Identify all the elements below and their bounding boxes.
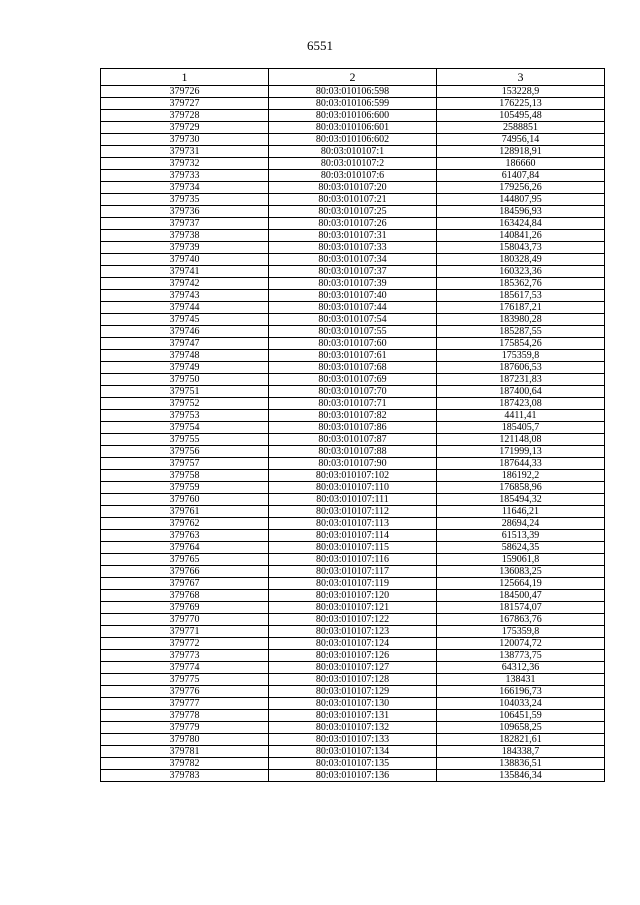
table-row [101, 470, 605, 482]
table-row [101, 614, 605, 626]
table-row [101, 230, 605, 242]
table-row [101, 446, 605, 458]
cadastral-number-cell: 80:03:010107:136 [269, 770, 437, 782]
cadastral-number-cell: 80:03:010107:31 [269, 230, 437, 242]
value-cell: 2588851 [437, 122, 605, 134]
row-number-cell: 379774 [101, 662, 269, 674]
table-row [101, 302, 605, 314]
row-number-cell: 379754 [101, 422, 269, 434]
table-row [101, 146, 605, 158]
value-cell: 28694,24 [437, 518, 605, 530]
row-number-cell: 379778 [101, 710, 269, 722]
cadastral-number-cell: 80:03:010107:116 [269, 554, 437, 566]
table-row [101, 362, 605, 374]
table-row [101, 350, 605, 362]
row-number-cell: 379733 [101, 170, 269, 182]
cadastral-number-cell: 80:03:010106:600 [269, 110, 437, 122]
row-number-cell: 379756 [101, 446, 269, 458]
row-number-cell: 379770 [101, 614, 269, 626]
row-number-cell: 379744 [101, 302, 269, 314]
value-cell: 136083,25 [437, 566, 605, 578]
row-number-cell: 379782 [101, 758, 269, 770]
row-number-cell: 379752 [101, 398, 269, 410]
cadastral-number-cell: 80:03:010107:40 [269, 290, 437, 302]
row-number-cell: 379750 [101, 374, 269, 386]
row-number-cell: 379780 [101, 734, 269, 746]
row-number-cell: 379760 [101, 494, 269, 506]
cadastral-number-cell: 80:03:010107:44 [269, 302, 437, 314]
cadastral-number-cell: 80:03:010107:128 [269, 674, 437, 686]
cadastral-number-cell: 80:03:010107:37 [269, 266, 437, 278]
value-cell: 175854,26 [437, 338, 605, 350]
cadastral-number-cell: 80:03:010107:117 [269, 566, 437, 578]
table-row [101, 422, 605, 434]
table-row [101, 770, 605, 782]
cadastral-number-cell: 80:03:010107:86 [269, 422, 437, 434]
value-cell: 120074,72 [437, 638, 605, 650]
row-number-cell: 379736 [101, 206, 269, 218]
value-cell: 135846,34 [437, 770, 605, 782]
value-cell: 140841,26 [437, 230, 605, 242]
table-row [101, 218, 605, 230]
table-row [101, 590, 605, 602]
table-row [101, 710, 605, 722]
cadastral-number-cell: 80:03:010107:21 [269, 194, 437, 206]
row-number-cell: 379773 [101, 650, 269, 662]
value-cell: 182821,61 [437, 734, 605, 746]
cadastral-number-cell: 80:03:010107:129 [269, 686, 437, 698]
table-row [101, 410, 605, 422]
row-number-cell: 379751 [101, 386, 269, 398]
cadastral-number-cell: 80:03:010107:2 [269, 158, 437, 170]
value-cell: 167863,76 [437, 614, 605, 626]
row-number-cell: 379742 [101, 278, 269, 290]
row-number-cell: 379738 [101, 230, 269, 242]
value-cell: 11646,21 [437, 506, 605, 518]
value-cell: 58624,35 [437, 542, 605, 554]
row-number-cell: 379734 [101, 182, 269, 194]
table-row [101, 734, 605, 746]
table-row [101, 542, 605, 554]
cadastral-number-cell: 80:03:010107:1 [269, 146, 437, 158]
row-number-cell: 379757 [101, 458, 269, 470]
table-body [101, 86, 605, 782]
column-header-3: 3 [437, 69, 605, 86]
cadastral-number-cell: 80:03:010107:112 [269, 506, 437, 518]
cadastral-number-cell: 80:03:010107:33 [269, 242, 437, 254]
value-cell: 184500,47 [437, 590, 605, 602]
table-row [101, 122, 605, 134]
value-cell: 138431 [437, 674, 605, 686]
cadastral-number-cell: 80:03:010107:135 [269, 758, 437, 770]
row-number-cell: 379767 [101, 578, 269, 590]
cadastral-number-cell: 80:03:010107:55 [269, 326, 437, 338]
value-cell: 4411,41 [437, 410, 605, 422]
cadastral-number-cell: 80:03:010107:68 [269, 362, 437, 374]
column-header-1: 1 [101, 69, 269, 86]
row-number-cell: 379730 [101, 134, 269, 146]
cadastral-number-cell: 80:03:010107:127 [269, 662, 437, 674]
table-row [101, 686, 605, 698]
cadastral-number-cell: 80:03:010107:82 [269, 410, 437, 422]
cadastral-number-cell: 80:03:010107:122 [269, 614, 437, 626]
cadastral-number-cell: 80:03:010106:601 [269, 122, 437, 134]
table-row [101, 86, 605, 98]
table-row [101, 578, 605, 590]
cadastral-number-cell: 80:03:010107:110 [269, 482, 437, 494]
value-cell: 184338,7 [437, 746, 605, 758]
cadastral-number-cell: 80:03:010107:54 [269, 314, 437, 326]
table-row [101, 458, 605, 470]
table-row [101, 698, 605, 710]
value-cell: 160323,36 [437, 266, 605, 278]
cadastral-number-cell: 80:03:010107:60 [269, 338, 437, 350]
cadastral-number-cell: 80:03:010107:133 [269, 734, 437, 746]
value-cell: 106451,59 [437, 710, 605, 722]
cadastral-number-cell: 80:03:010107:134 [269, 746, 437, 758]
table-row [101, 242, 605, 254]
row-number-cell: 379766 [101, 566, 269, 578]
cadastral-number-cell: 80:03:010107:6 [269, 170, 437, 182]
table-row [101, 758, 605, 770]
row-number-cell: 379737 [101, 218, 269, 230]
table-row [101, 602, 605, 614]
row-number-cell: 379772 [101, 638, 269, 650]
value-cell: 185287,55 [437, 326, 605, 338]
value-cell: 109658,25 [437, 722, 605, 734]
row-number-cell: 379745 [101, 314, 269, 326]
row-number-cell: 379739 [101, 242, 269, 254]
table-row [101, 434, 605, 446]
table-row [101, 110, 605, 122]
row-number-cell: 379771 [101, 626, 269, 638]
value-cell: 61407,84 [437, 170, 605, 182]
row-number-cell: 379735 [101, 194, 269, 206]
table-row [101, 566, 605, 578]
cadastral-number-cell: 80:03:010107:120 [269, 590, 437, 602]
table-row [101, 98, 605, 110]
cadastral-number-cell: 80:03:010107:70 [269, 386, 437, 398]
table-header [101, 69, 605, 86]
row-number-cell: 379732 [101, 158, 269, 170]
row-number-cell: 379762 [101, 518, 269, 530]
table-row [101, 638, 605, 650]
row-number-cell: 379779 [101, 722, 269, 734]
table-row [101, 158, 605, 170]
value-cell: 185405,7 [437, 422, 605, 434]
table-row [101, 326, 605, 338]
table-row [101, 674, 605, 686]
row-number-cell: 379775 [101, 674, 269, 686]
cadastral-number-cell: 80:03:010107:115 [269, 542, 437, 554]
value-cell: 74956,14 [437, 134, 605, 146]
cadastral-number-cell: 80:03:010107:132 [269, 722, 437, 734]
value-cell: 187644,33 [437, 458, 605, 470]
value-cell: 176225,13 [437, 98, 605, 110]
value-cell: 181574,07 [437, 602, 605, 614]
value-cell: 128918,91 [437, 146, 605, 158]
table-row [101, 554, 605, 566]
row-number-cell: 379763 [101, 530, 269, 542]
value-cell: 144807,95 [437, 194, 605, 206]
row-number-cell: 379743 [101, 290, 269, 302]
value-cell: 166196,73 [437, 686, 605, 698]
value-cell: 185494,32 [437, 494, 605, 506]
table-row [101, 626, 605, 638]
cadastral-number-cell: 80:03:010107:124 [269, 638, 437, 650]
row-number-cell: 379783 [101, 770, 269, 782]
cadastral-number-cell: 80:03:010107:126 [269, 650, 437, 662]
row-number-cell: 379727 [101, 98, 269, 110]
table-row [101, 662, 605, 674]
cadastral-number-cell: 80:03:010107:34 [269, 254, 437, 266]
row-number-cell: 379768 [101, 590, 269, 602]
value-cell: 186192,2 [437, 470, 605, 482]
table-row [101, 194, 605, 206]
column-header-2: 2 [269, 69, 437, 86]
row-number-cell: 379740 [101, 254, 269, 266]
row-number-cell: 379729 [101, 122, 269, 134]
value-cell: 175359,8 [437, 350, 605, 362]
row-number-cell: 379776 [101, 686, 269, 698]
table-row [101, 278, 605, 290]
cadastral-number-cell: 80:03:010107:25 [269, 206, 437, 218]
row-number-cell: 379781 [101, 746, 269, 758]
value-cell: 179256,26 [437, 182, 605, 194]
cadastral-number-cell: 80:03:010106:602 [269, 134, 437, 146]
row-number-cell: 379758 [101, 470, 269, 482]
value-cell: 185362,76 [437, 278, 605, 290]
value-cell: 185617,53 [437, 290, 605, 302]
value-cell: 187400,64 [437, 386, 605, 398]
cadastral-number-cell: 80:03:010107:88 [269, 446, 437, 458]
table-row [101, 386, 605, 398]
value-cell: 186660 [437, 158, 605, 170]
row-number-cell: 379726 [101, 86, 269, 98]
cadastral-number-cell: 80:03:010107:39 [269, 278, 437, 290]
cadastral-number-cell: 80:03:010107:90 [269, 458, 437, 470]
row-number-cell: 379746 [101, 326, 269, 338]
row-number-cell: 379769 [101, 602, 269, 614]
row-number-cell: 379748 [101, 350, 269, 362]
table-row [101, 398, 605, 410]
value-cell: 138773,75 [437, 650, 605, 662]
header-row [101, 69, 605, 86]
cadastral-number-cell: 80:03:010106:598 [269, 86, 437, 98]
value-cell: 105495,48 [437, 110, 605, 122]
table-row [101, 290, 605, 302]
cadastral-number-cell: 80:03:010107:87 [269, 434, 437, 446]
data-table [100, 68, 605, 782]
value-cell: 175359,8 [437, 626, 605, 638]
page-number: 6551 [307, 38, 333, 53]
table-row [101, 722, 605, 734]
cadastral-number-cell: 80:03:010107:123 [269, 626, 437, 638]
cadastral-number-cell: 80:03:010107:113 [269, 518, 437, 530]
table-row [101, 746, 605, 758]
value-cell: 187606,53 [437, 362, 605, 374]
row-number-cell: 379728 [101, 110, 269, 122]
table-row [101, 518, 605, 530]
row-number-cell: 379761 [101, 506, 269, 518]
row-number-cell: 379753 [101, 410, 269, 422]
cadastral-number-cell: 80:03:010107:26 [269, 218, 437, 230]
cadastral-number-cell: 80:03:010107:119 [269, 578, 437, 590]
cadastral-number-cell: 80:03:010107:71 [269, 398, 437, 410]
cadastral-number-cell: 80:03:010107:131 [269, 710, 437, 722]
table-row [101, 650, 605, 662]
row-number-cell: 379764 [101, 542, 269, 554]
value-cell: 176858,96 [437, 482, 605, 494]
row-number-cell: 379759 [101, 482, 269, 494]
cadastral-number-cell: 80:03:010107:111 [269, 494, 437, 506]
table-row [101, 182, 605, 194]
value-cell: 187423,08 [437, 398, 605, 410]
value-cell: 121148,08 [437, 434, 605, 446]
value-cell: 176187,21 [437, 302, 605, 314]
table-row [101, 206, 605, 218]
value-cell: 159061,8 [437, 554, 605, 566]
value-cell: 163424,84 [437, 218, 605, 230]
table-row [101, 482, 605, 494]
cadastral-number-cell: 80:03:010106:599 [269, 98, 437, 110]
table-row [101, 134, 605, 146]
row-number-cell: 379741 [101, 266, 269, 278]
table-row [101, 494, 605, 506]
value-cell: 104033,24 [437, 698, 605, 710]
value-cell: 125664,19 [437, 578, 605, 590]
value-cell: 158043,73 [437, 242, 605, 254]
value-cell: 183980,28 [437, 314, 605, 326]
table-row [101, 374, 605, 386]
value-cell: 138836,51 [437, 758, 605, 770]
value-cell: 64312,36 [437, 662, 605, 674]
row-number-cell: 379731 [101, 146, 269, 158]
cadastral-number-cell: 80:03:010107:69 [269, 374, 437, 386]
table-row [101, 266, 605, 278]
value-cell: 187231,83 [437, 374, 605, 386]
table-row [101, 254, 605, 266]
cadastral-number-cell: 80:03:010107:20 [269, 182, 437, 194]
value-cell: 153228,9 [437, 86, 605, 98]
table-row [101, 506, 605, 518]
cadastral-number-cell: 80:03:010107:102 [269, 470, 437, 482]
table-row [101, 170, 605, 182]
cadastral-number-cell: 80:03:010107:121 [269, 602, 437, 614]
cadastral-number-cell: 80:03:010107:130 [269, 698, 437, 710]
value-cell: 61513,39 [437, 530, 605, 542]
cadastral-number-cell: 80:03:010107:114 [269, 530, 437, 542]
row-number-cell: 379747 [101, 338, 269, 350]
value-cell: 180328,49 [437, 254, 605, 266]
row-number-cell: 379749 [101, 362, 269, 374]
row-number-cell: 379765 [101, 554, 269, 566]
row-number-cell: 379755 [101, 434, 269, 446]
row-number-cell: 379777 [101, 698, 269, 710]
cadastral-number-cell: 80:03:010107:61 [269, 350, 437, 362]
table-row [101, 314, 605, 326]
value-cell: 171999,13 [437, 446, 605, 458]
table-row [101, 530, 605, 542]
table-row [101, 338, 605, 350]
value-cell: 184596,93 [437, 206, 605, 218]
